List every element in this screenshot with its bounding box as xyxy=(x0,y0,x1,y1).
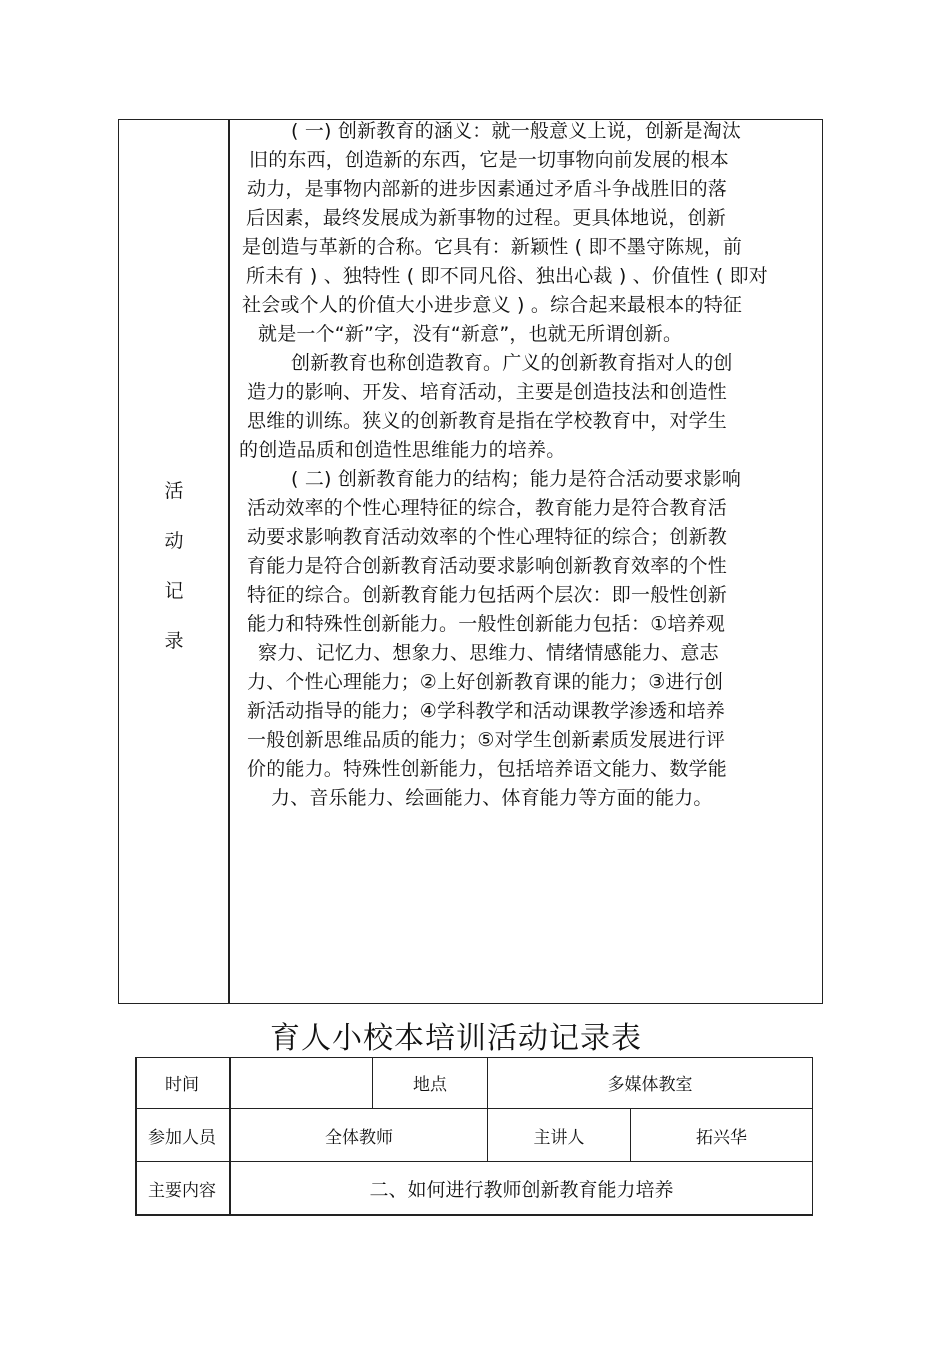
record-line: 力、音乐能力、绘画能力、体育能力等方面的能力。 xyxy=(271,787,713,809)
content-value: 二、如何进行教师创新教育能力培养 xyxy=(369,1178,674,1201)
table-border xyxy=(135,1214,813,1216)
participants-value: 全体教师 xyxy=(325,1127,393,1148)
record-line: 一般创新思维品质的能力；⑤对学生创新素质发展进行评 xyxy=(247,729,726,751)
table-border xyxy=(812,1057,813,1216)
activity-record-table xyxy=(118,119,823,1004)
record-line: 的创造品质和创造性思维能力的培养。 xyxy=(239,439,566,461)
activity-record-body xyxy=(231,120,822,1003)
content-label: 主要内容 xyxy=(148,1180,216,1201)
activity-record-label xyxy=(119,120,230,1003)
participants-label: 参加人员 xyxy=(148,1127,216,1148)
record-line: 力、个性心理能力；②上好创新教育课的能力；③进行创 xyxy=(247,671,724,693)
record-line: ( 一) 创新教育的涵义：就一般意义上说，创新是淘汰 xyxy=(291,120,742,142)
record-line: 察力、记忆力、想象力、思维力、情绪情感能力、意志 xyxy=(258,642,719,664)
speaker-label: 主讲人 xyxy=(533,1127,585,1148)
record-line: 造力的影响、开发、培育活动，主要是创造技法和创造性 xyxy=(247,381,728,403)
record-line: 就是一个“新”字，没有“新意”，也就无所谓创新。 xyxy=(258,323,683,345)
label-char: 录 xyxy=(164,630,184,652)
record-line: 动力，是事物内部新的进步因素通过矛盾斗争战胜旧的落 xyxy=(247,178,728,200)
record-line: 是创造与革新的合称。它具有：新颖性 ( 即不墨守陈规，前 xyxy=(242,236,743,258)
record-line: 动要求影响教育活动效率的个性心理特征的综合；创新教 xyxy=(247,526,728,548)
record-line: 活动效率的个性心理特征的综合，教育能力是符合教育活 xyxy=(247,497,728,519)
record-line: ( 二) 创新教育能力的结构；能力是符合活动要求影响 xyxy=(291,468,742,490)
record-line: 新活动指导的能力；④学科教学和活动课教学渗透和培养 xyxy=(247,700,726,722)
record-line: 所未有 ) 、独特性 ( 即不同凡俗、独出心裁 ) 、价值性 ( 即对 xyxy=(246,265,768,287)
place-value: 多媒体教室 xyxy=(607,1075,693,1095)
page-title xyxy=(0,1013,950,1057)
place-label: 地点 xyxy=(413,1075,447,1095)
record-line: 后因素，最终发展成为新事物的过程。更具体地说，创新 xyxy=(246,207,727,229)
record-line: 思维的训练。狭义的创新教育是指在学校教育中，对学生 xyxy=(247,410,728,432)
record-line: 特征的综合。创新教育能力包括两个层次：即一般性创新 xyxy=(247,584,728,606)
label-char: 动 xyxy=(164,530,184,552)
page-title-text: 育人小校本培训活动记录表 xyxy=(270,1021,642,1056)
record-line: 育能力是符合创新教育活动要求影响创新教育效率的个性 xyxy=(247,555,728,577)
record-line: 旧的东西，创造新的东西，它是一切事物向前发展的根本 xyxy=(249,149,730,171)
time-label: 时间 xyxy=(165,1075,199,1095)
speaker-value: 拓兴华 xyxy=(696,1127,747,1148)
label-char: 活 xyxy=(164,480,184,502)
record-line: 社会或个人的价值大小进步意义 ) 。综合起来最根本的特征 xyxy=(242,294,743,316)
label-char: 记 xyxy=(164,580,184,602)
training-info-table xyxy=(135,1057,813,1216)
record-line: 能力和特殊性创新能力。一般性创新能力包括：①培养观 xyxy=(247,613,726,635)
time-value xyxy=(231,1057,372,1108)
record-line: 价的能力。特殊性创新能力，包括培养语文能力、数学能 xyxy=(247,758,728,780)
record-line: 创新教育也称创造教育。广义的创新教育指对人的创 xyxy=(291,352,733,374)
